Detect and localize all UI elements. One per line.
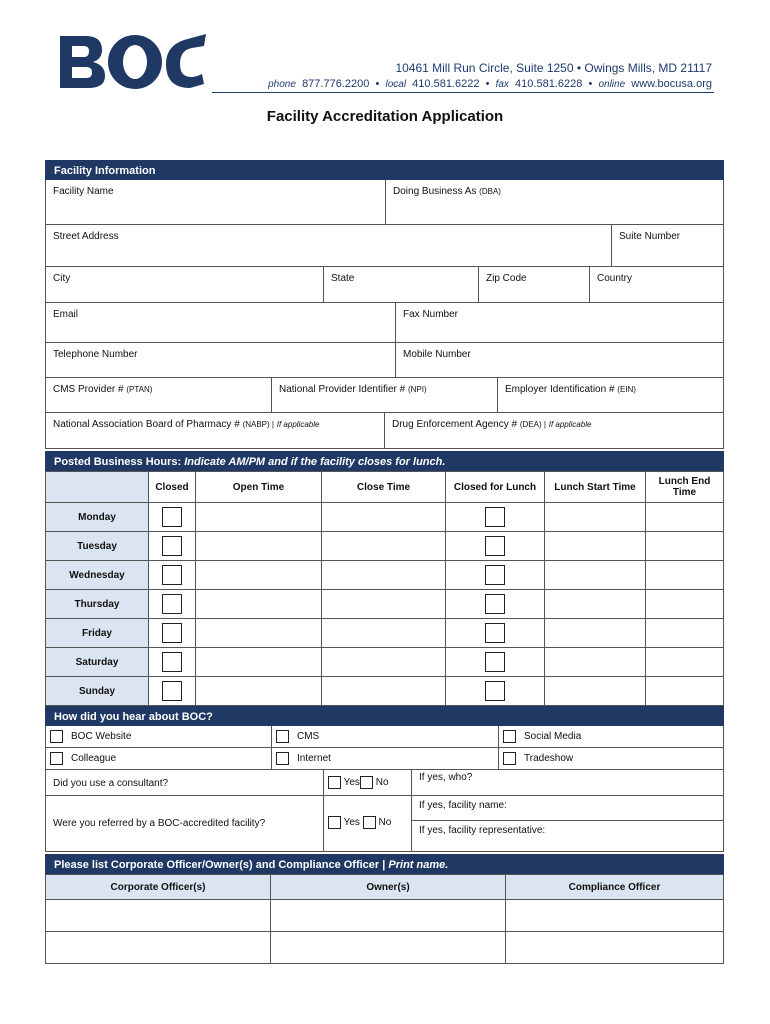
checkbox[interactable]: [50, 730, 63, 743]
hours-row-friday: [46, 619, 724, 648]
checkbox[interactable]: [50, 752, 63, 765]
day-label: Sunday: [46, 677, 149, 706]
dea-field[interactable]: Drug Enforcement Agency # (DEA) | If applicable: [392, 419, 592, 430]
compliance-officer-input[interactable]: [506, 932, 724, 964]
referred-facility-rep-field[interactable]: If yes, facility representative:: [419, 825, 546, 836]
lunch-closed-cell: [446, 561, 545, 590]
lunch-start-input[interactable]: [545, 590, 646, 619]
closed-for-lunch-checkbox[interactable]: [485, 536, 505, 556]
lunch-end-input[interactable]: [646, 561, 724, 590]
nabp-field[interactable]: National Association Board of Pharmacy # (NABP) | If applicable: [46, 413, 385, 448]
checkbox[interactable]: [503, 752, 516, 765]
day-label: Wednesday: [46, 561, 149, 590]
close-time-input[interactable]: [322, 532, 446, 561]
closed-for-lunch-checkbox[interactable]: [485, 623, 505, 643]
lunch-end-input[interactable]: [646, 619, 724, 648]
day-label: Saturday: [46, 648, 149, 677]
open-time-input[interactable]: [196, 677, 322, 706]
checkbox[interactable]: [276, 730, 289, 743]
boc-logo: [58, 28, 208, 94]
state-field[interactable]: State: [324, 267, 479, 302]
consultant-question: Did you use a consultant?: [46, 770, 324, 795]
open-time-input[interactable]: [196, 561, 322, 590]
close-time-input[interactable]: [322, 619, 446, 648]
officer-row: [46, 932, 724, 964]
hours-row-saturday: [46, 648, 724, 677]
corporate-officer-input[interactable]: [46, 900, 271, 932]
header-rule: [212, 92, 714, 93]
closed-checkbox[interactable]: [162, 681, 182, 701]
close-time-input[interactable]: [322, 648, 446, 677]
col-compliance-officer: Compliance Officer: [506, 875, 724, 900]
close-time-input[interactable]: [322, 590, 446, 619]
closed-for-lunch-checkbox[interactable]: [485, 507, 505, 527]
referred-facility-name-field[interactable]: If yes, facility name:: [412, 796, 723, 821]
city-field[interactable]: City: [46, 267, 324, 302]
checkbox[interactable]: [276, 752, 289, 765]
fax-number-field[interactable]: Fax Number: [403, 309, 459, 320]
closed-for-lunch-checkbox[interactable]: [485, 594, 505, 614]
col-closed-for-lunch: Closed for Lunch: [446, 472, 545, 503]
closed-for-lunch-checkbox[interactable]: [485, 652, 505, 672]
option-tradeshow[interactable]: Tradeshow: [499, 748, 723, 769]
closed-cell: [149, 590, 196, 619]
lunch-closed-cell: [446, 619, 545, 648]
closed-checkbox[interactable]: [162, 536, 182, 556]
consultant-no-checkbox[interactable]: [360, 776, 373, 789]
close-time-input[interactable]: [322, 503, 446, 532]
closed-cell: [149, 503, 196, 532]
hours-row-tuesday: [46, 532, 724, 561]
option-internet[interactable]: Internet: [272, 748, 499, 769]
hours-corner: [46, 472, 149, 503]
facility-name-field[interactable]: Facility Name: [46, 180, 386, 224]
hear-section-header: How did you hear about BOC?: [45, 706, 724, 726]
lunch-start-input[interactable]: [545, 619, 646, 648]
col-owners: Owner(s): [271, 875, 506, 900]
mobile-number-field[interactable]: Mobile Number: [403, 349, 471, 360]
consultant-yes-checkbox[interactable]: [328, 776, 341, 789]
open-time-input[interactable]: [196, 648, 322, 677]
lunch-start-input[interactable]: [545, 561, 646, 590]
suite-number-field[interactable]: Suite Number: [619, 231, 681, 242]
closed-for-lunch-checkbox[interactable]: [485, 565, 505, 585]
col-open-time: Open Time: [196, 472, 322, 503]
day-label: Friday: [46, 619, 149, 648]
checkbox[interactable]: [503, 730, 516, 743]
facility-section-header: Facility Information: [45, 160, 724, 180]
telephone-field[interactable]: Telephone Number: [46, 343, 396, 377]
phone-link[interactable]: 877.776.2200: [302, 78, 370, 90]
consultant-yes-no: Yes No: [324, 770, 412, 795]
cms-provider-field[interactable]: CMS Provider # (PTAN): [46, 378, 272, 412]
hours-section-header: Posted Business Hours: Indicate AM/PM and if the facility closes for lunch.: [45, 451, 724, 471]
street-address-field[interactable]: Street Address: [46, 225, 612, 266]
close-time-input[interactable]: [322, 677, 446, 706]
closed-checkbox[interactable]: [162, 594, 182, 614]
owner-input[interactable]: [271, 900, 506, 932]
closed-cell: [149, 648, 196, 677]
open-time-input[interactable]: [196, 619, 322, 648]
lunch-closed-cell: [446, 677, 545, 706]
option-boc-website[interactable]: BOC Website: [46, 726, 272, 747]
option-colleague[interactable]: Colleague: [46, 748, 272, 769]
lunch-end-input[interactable]: [646, 590, 724, 619]
lunch-start-input[interactable]: [545, 677, 646, 706]
closed-cell: [149, 532, 196, 561]
lunch-end-input[interactable]: [646, 503, 724, 532]
closed-cell: [149, 677, 196, 706]
open-time-input[interactable]: [196, 503, 322, 532]
closed-checkbox[interactable]: [162, 565, 182, 585]
lunch-start-input[interactable]: [545, 532, 646, 561]
hours-table: [45, 471, 724, 706]
lunch-end-input[interactable]: [646, 677, 724, 706]
hours-row-wednesday: [46, 561, 724, 590]
lunch-closed-cell: [446, 590, 545, 619]
country-field[interactable]: Country: [597, 273, 633, 284]
lunch-start-input[interactable]: [545, 648, 646, 677]
address-line: 10461 Mill Run Circle, Suite 1250 • Owings Mills, MD 21117: [395, 61, 712, 75]
day-label: Thursday: [46, 590, 149, 619]
col-closed: Closed: [149, 472, 196, 503]
closed-checkbox[interactable]: [162, 652, 182, 672]
lunch-closed-cell: [446, 648, 545, 677]
lunch-end-input[interactable]: [646, 648, 724, 677]
consultant-who-field[interactable]: If yes, who?: [419, 772, 473, 783]
contact-line: phone 877.776.2200 • local 410.581.6222 • fax 410.581.6228 • online www.bocusa.org: [268, 78, 712, 90]
closed-for-lunch-checkbox[interactable]: [485, 681, 505, 701]
referred-yes-checkbox[interactable]: [328, 816, 341, 829]
hours-row-sunday: [46, 677, 724, 706]
owner-input[interactable]: [271, 932, 506, 964]
day-label: Monday: [46, 503, 149, 532]
dba-field[interactable]: Doing Business As (DBA): [393, 186, 501, 197]
ein-field[interactable]: Employer Identification # (EIN): [505, 384, 636, 395]
form-title: Facility Accreditation Application: [266, 108, 504, 125]
referred-question: Were you referred by a BOC-accredited facility?: [46, 796, 324, 851]
application-form: [45, 160, 724, 964]
referred-yes-no: Yes No: [324, 796, 412, 851]
lunch-closed-cell: [446, 503, 545, 532]
lunch-closed-cell: [446, 532, 545, 561]
open-time-input[interactable]: [196, 532, 322, 561]
closed-cell: [149, 619, 196, 648]
col-lunch-end: Lunch End Time: [646, 472, 724, 503]
open-time-input[interactable]: [196, 590, 322, 619]
hours-row-thursday: [46, 590, 724, 619]
closed-cell: [149, 561, 196, 590]
zip-code-field[interactable]: Zip Code: [479, 267, 590, 302]
email-field[interactable]: Email: [46, 303, 396, 342]
col-corporate-officers: Corporate Officer(s): [46, 875, 271, 900]
col-close-time: Close Time: [322, 472, 446, 503]
col-lunch-start: Lunch Start Time: [545, 472, 646, 503]
compliance-officer-input[interactable]: [506, 900, 724, 932]
officers-table: [45, 874, 724, 964]
officers-section-header: Please list Corporate Officer/Owner(s) and Compliance Officer | Print name.: [45, 854, 724, 874]
corporate-officer-input[interactable]: [46, 932, 271, 964]
close-time-input[interactable]: [322, 561, 446, 590]
day-label: Tuesday: [46, 532, 149, 561]
lunch-end-input[interactable]: [646, 532, 724, 561]
officer-row: [46, 900, 724, 932]
referred-no-checkbox[interactable]: [363, 816, 376, 829]
closed-checkbox[interactable]: [162, 623, 182, 643]
lunch-start-input[interactable]: [545, 503, 646, 532]
closed-checkbox[interactable]: [162, 507, 182, 527]
website-link[interactable]: www.bocusa.org: [631, 78, 712, 90]
option-social-media[interactable]: Social Media: [499, 726, 723, 747]
hours-row-monday: [46, 503, 724, 532]
option-cms[interactable]: CMS: [272, 726, 499, 747]
npi-field[interactable]: National Provider Identifier # (NPI): [272, 378, 498, 412]
